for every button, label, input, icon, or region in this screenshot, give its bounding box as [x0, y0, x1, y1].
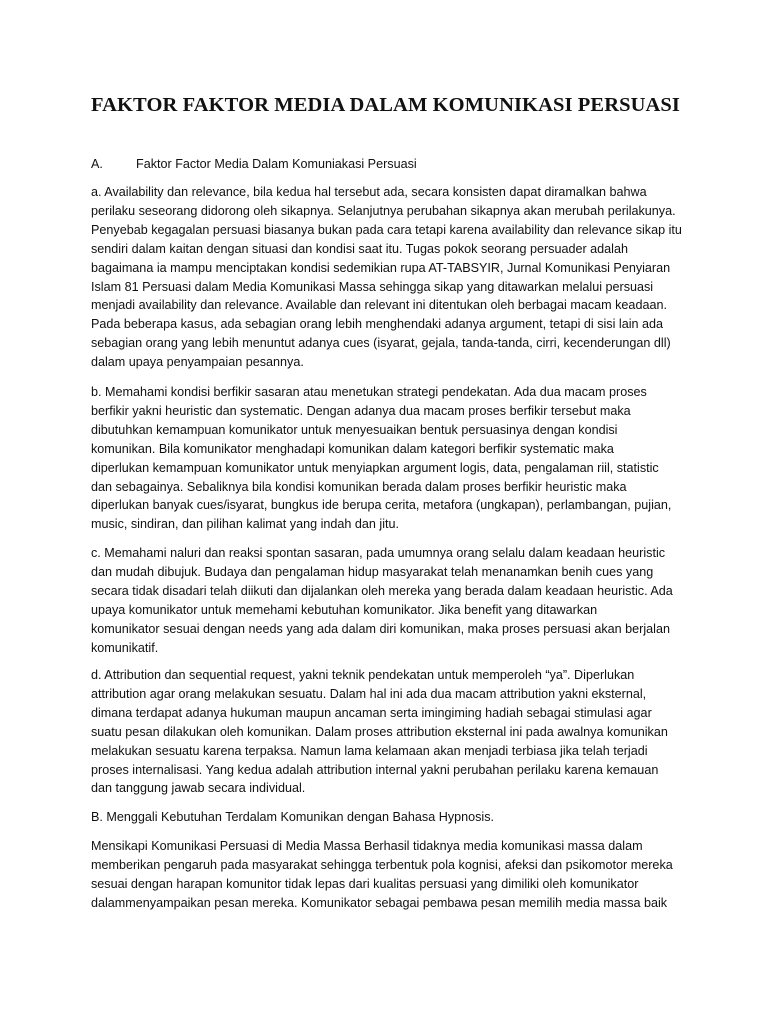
paragraph-a: [91, 183, 689, 372]
document-title: FAKTOR FAKTOR MEDIA DALAM KOMUNIKASI PERSUASI: [91, 94, 680, 116]
text-line: dalam upaya penyampaian pesannya.: [91, 355, 304, 370]
text-line: Penyebab kegagalan persuasi biasanya bukan pada cara tetapi karena availability dan relevance sikap itu: [91, 222, 682, 237]
text-line: melakukan sesuatu karena terpaksa. Namun lama kelamaan akan menjadi terbiasa jika telah terjadi: [91, 743, 648, 758]
text-line: a. Availability dan relevance, bila kedua hal tersebut ada, secara konsisten dapat diramalkan bahwa: [91, 185, 647, 199]
text-line: dimana terdapat adanya hukuman maupun ancaman serta imingiming hadiah sebagai stimulasi agar: [91, 705, 652, 720]
text-line: B. Menggali Kebutuhan Terdalam Komunikan dengan Bahasa Hypnosis.: [91, 810, 495, 824]
text-line: proses internalisasi. Yang kedua adalah attribution internal yakni perubahan perilaku karena kemauan: [91, 762, 659, 777]
section-a-marker: A.: [91, 157, 103, 171]
text-line: komunikator sesuai dengan needs yang ada dalam diri komunikan, maka proses persuasi akan berjalan: [91, 621, 670, 636]
text-line: music, sindiran, dan pilihan kalimat yang indah dan jitu.: [91, 517, 400, 532]
section-a-heading: [91, 155, 417, 173]
text-line: sebagian orang yang lebih menuntut adanya cues (isyarat, gejala, tanda-tanda, cirri, kecenderungan dll): [91, 336, 671, 351]
text-line: perilaku seseorang didorong oleh sikapnya. Selanjutnya perubahan sikapnya akan merubah perilakunya.: [91, 203, 676, 218]
text-line: attribution agar orang melakukan sesuatu. Dalam hal ini ada dua macam attribution yakni eksternal,: [91, 686, 647, 701]
paragraph-media-massa: [91, 837, 689, 913]
text-line: dan tanggung jawab secara individual.: [91, 781, 306, 796]
paragraph-b: [91, 383, 689, 534]
section-b-heading: [91, 808, 689, 827]
text-line: komunikatif.: [91, 640, 159, 655]
text-line: d. Attribution dan sequential request, yakni teknik pendekatan untuk memperoleh “ya”. Diperlukan: [91, 668, 635, 682]
text-line: b. Memahami kondisi berfikir sasaran atau menetukan strategi pendekatan. Ada dua macam proses: [91, 385, 647, 399]
text-line: dalammenyampaikan pesan mereka. Komunikator sebagai pembawa pesan memilih media massa baik: [91, 895, 668, 910]
text-line: dan sebagainya. Sebaliknya bila kondisi komunikan berada dalam proses berfikir heuristic maka: [91, 479, 627, 494]
paragraph-c: [91, 544, 689, 657]
text-line: dibutuhkan kemampuan komunikator untuk menyesuaikan bentuk persuasinya dengan kondisi: [91, 422, 618, 437]
text-line: c. Memahami naluri dan reaksi spontan sasaran, pada umumnya orang selalu dalam keadaan heuristic: [91, 546, 666, 560]
text-line: diperlukan banyak cues/isyarat, bungkus ide berupa cerita, metafora (ungkapan), perlambangan, pujian,: [91, 498, 672, 513]
text-line: bagaimana ia mampu menciptakan kondisi sedemikian rupa AT-TABSYIR, Jurnal Komunikasi Penyiaran: [91, 260, 671, 275]
text-line: sendiri dalam kaitan dengan situasi dan kondisi saat itu. Tugas pokok seorang persuader adalah: [91, 241, 628, 256]
text-line: menjadi availability dan relevance. Available dan relevant ini ditentukan oleh berbagai macam keadaan.: [91, 298, 667, 313]
text-line: dan mudah dibujuk. Budaya dan pengalaman hidup masyarakat telah menanamkan benih cues yang: [91, 564, 654, 579]
text-line: Islam 81 Persuasi dalam Media Komunikasi Massa sehingga sikap yang ditawarkan melalui persuasi: [91, 279, 654, 294]
text-line: upaya komunikator untuk memehami kebutuhan komunikator. Jika benefit yang ditawarkan: [91, 602, 598, 617]
text-line: memberikan pengaruh pada masyarakat sehingga terbentuk pola kognisi, afeksi dan psikomotor mereka: [91, 857, 673, 872]
text-line: diperlukan kemampuan komunikator untuk menyiapkan argument logis, data, pengalaman riil, statistic: [91, 460, 659, 475]
text-line: berfikir yakni heuristic dan systematic. Dengan adanya dua macam proses berfikir tersebut maka: [91, 403, 631, 418]
section-a-title: Faktor Factor Media Dalam Komuniakasi Persuasi: [136, 157, 417, 171]
text-line: suatu pesan dilakukan oleh komunikan. Dalam proses attribution eksternal ini pada awalnya komunikan: [91, 724, 668, 739]
text-line: secara tidak disadari telah diikuti dan dijalankan oleh mereka yang berada dalam keadaan heuristic. Ada: [91, 583, 673, 598]
text-line: Pada beberapa kasus, ada sebagian orang lebih menghendaki adanya argument, tetapi di sisi lain ada: [91, 317, 664, 332]
text-line: Mensikapi Komunikasi Persuasi di Media Massa Berhasil tidaknya media komunikasi massa dalam: [91, 839, 643, 853]
text-line: komunikan. Bila komunikator menghadapi komunikan dalam kategori berfikir systematic maka: [91, 441, 614, 456]
paragraph-d: [91, 666, 689, 798]
text-line: sesuai dengan harapan komunitor tidak lepas dari kualitas persuasi yang dimiliki oleh komunikator: [91, 876, 639, 891]
